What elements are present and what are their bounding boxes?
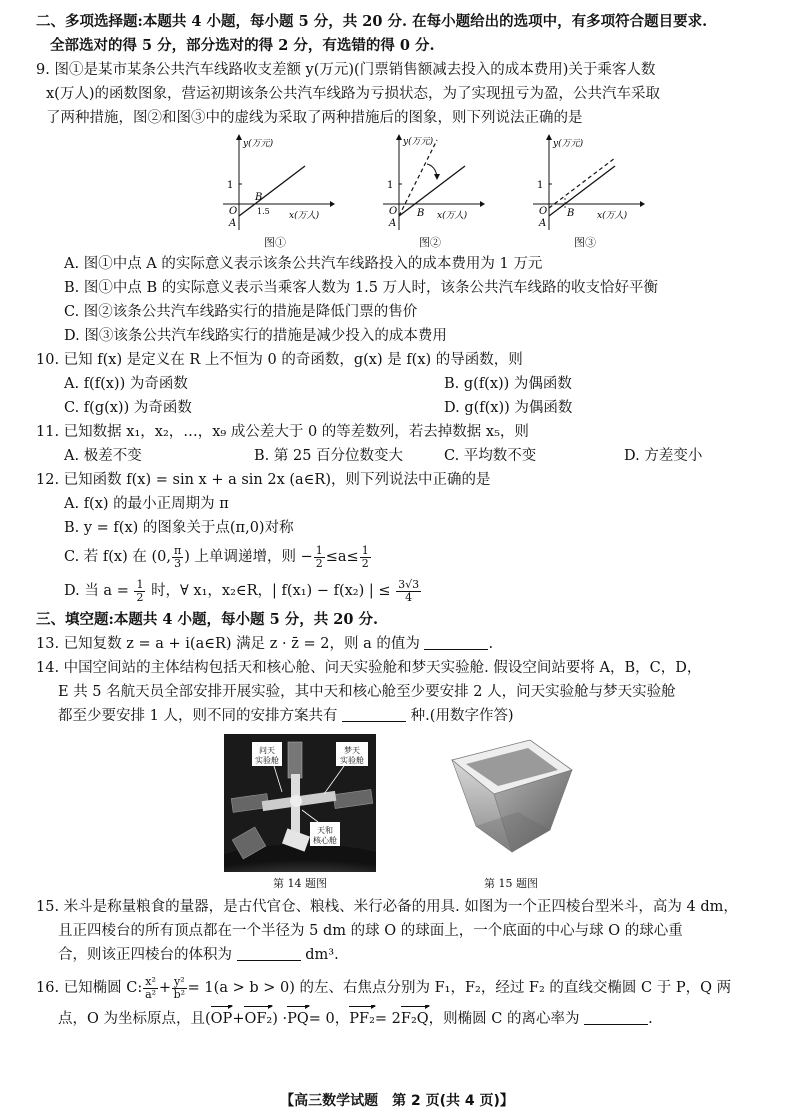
q9-f2-pointB: B bbox=[417, 208, 425, 219]
label-tianhe-2: 核心舱 bbox=[313, 836, 337, 845]
page-footer: 【高三数学试题 第 2 页(共 4 页)】 bbox=[280, 1093, 514, 1109]
q9-figure-1 bbox=[215, 134, 335, 250]
q9-f1-xlabel: x(万人) bbox=[289, 211, 320, 221]
q14-stem-line3 bbox=[36, 704, 764, 728]
q9-f1-ylabel: y(万元) bbox=[243, 139, 274, 149]
q16-stem-line1 bbox=[36, 971, 764, 1005]
q16-stem-line2 bbox=[36, 1005, 764, 1033]
q15-stem-line2: 且正四棱台的所有顶点都在一个半径为 5 dm 的球 O 的球面上，一个底面的中心与球 O 的球心重 bbox=[58, 923, 683, 939]
q14-stem-line2: E 共 5 名航天员全部安排开展实验，其中天和核心舱至少要安排 2 人，问天实验舱与梦天实验舱 bbox=[58, 684, 676, 700]
q12-option-d bbox=[36, 574, 764, 608]
q12-frac-one-a: 1 bbox=[315, 543, 323, 557]
q12-frac-pi: π bbox=[173, 543, 182, 557]
q10-options-row1 bbox=[36, 372, 764, 396]
q14-figure-caption: 第 14 题图 bbox=[273, 877, 327, 890]
q16-b2: b² bbox=[173, 987, 186, 1001]
q9-f1-pointB: B bbox=[255, 192, 263, 203]
label-tianhe-1: 天和 bbox=[317, 826, 333, 835]
q9-f2-origin: O bbox=[389, 206, 398, 217]
q16-vector-plus: + bbox=[232, 1011, 245, 1027]
section3-header: 三、填空题:本题共 4 小题，每小题 5 分，共 20 分. bbox=[36, 611, 379, 628]
q12-frac-two-b: 2 bbox=[361, 556, 369, 570]
q12-option-b: B. y = f(x) 的图象关于点(π,0)对称 bbox=[64, 520, 294, 536]
q9-stem-line2: x(万人)的函数图象，营运初期该条公共汽车线路为亏损状态，为了实现扭亏为盈，公共汽车采取 bbox=[46, 86, 660, 102]
q10-option-c: C. f(g(x)) 为奇函数 bbox=[64, 400, 192, 416]
q16-vector-pf2: PF₂ bbox=[349, 1005, 375, 1033]
q16-vector-of2: OF₂ bbox=[244, 1005, 272, 1033]
q12-option-c-frac-half-2 bbox=[360, 545, 371, 570]
q9-figure-2-caption: 图② bbox=[419, 236, 441, 249]
q15-answer-blank[interactable] bbox=[237, 947, 301, 961]
space-station-image bbox=[224, 734, 376, 872]
q13-end: . bbox=[488, 636, 494, 652]
section2-header-line1: 二、多项选择题:本题共 4 小题，每小题 5 分，共 20 分. 在每小题给出的选项中，有多项符合题目要求. bbox=[36, 13, 708, 30]
q12-option-c-frac-half-1 bbox=[314, 545, 325, 570]
q11-option-d: D. 方差变小 bbox=[624, 448, 703, 464]
q16-end: . bbox=[648, 1011, 653, 1027]
q9-f1-origin: O bbox=[229, 206, 238, 217]
q13-stem: 13. 已知复数 z = a + i(a∈R) 满足 z · z̄ = 2，则 a 的值为 bbox=[36, 636, 420, 652]
label-mengtian-2: 实验舱 bbox=[340, 756, 364, 765]
q16-line1-suffix: = 1(a > b > 0) 的左、右焦点分别为 F₁，F₂，经过 F₂ 的直线交椭圆 C 于 P，Q 两 bbox=[187, 980, 732, 996]
q16-eq-two: = 2 bbox=[374, 1011, 401, 1027]
q14-stem-line3-suffix: 种.(用数字作答) bbox=[410, 708, 514, 724]
q9-figure-3 bbox=[525, 134, 645, 250]
q9-f3-tick1: 1 bbox=[537, 180, 544, 191]
q16-answer-blank[interactable] bbox=[584, 1011, 648, 1025]
q12-option-d-frac-bound bbox=[396, 579, 421, 604]
q12-option-d-frac-half bbox=[134, 579, 145, 604]
q12-option-c-middle: 上单调递增，则 − bbox=[194, 549, 313, 565]
q14-answer-blank[interactable] bbox=[342, 708, 406, 722]
q13-answer-blank[interactable] bbox=[424, 636, 488, 650]
q12-stem: 12. 已知函数 f(x) = sin x + a sin 2x (a∈R)，则下列说法中正确的是 bbox=[36, 472, 491, 488]
q9-figure-3-caption: 图③ bbox=[574, 236, 596, 249]
q12-option-c-leq: ≤a≤ bbox=[325, 549, 359, 565]
q9-option-d: D. 图③该条公共汽车线路实行的措施是减少投入的成本费用 bbox=[64, 328, 447, 344]
q9-option-b: B. 图①中点 B 的实际意义表示当乘客人数为 1.5 万人时，该条公共汽车线路的收支恰好平衡 bbox=[64, 280, 659, 296]
q10-options-row2 bbox=[36, 396, 764, 420]
q15-stem-line3-prefix: 合，则该正四棱台的体积为 bbox=[58, 947, 232, 963]
q15-stem-line1: 15. 米斗是称量粮食的量器，是古代官仓、粮栈、米行必备的用具. 如图为一个正四棱台型米斗，高为 4 dm， bbox=[36, 899, 738, 915]
q12-frac-four: 4 bbox=[405, 590, 413, 604]
q12-option-c-prefix: C. 若 f(x) 在 bbox=[64, 549, 147, 565]
q12-frac-3root3: 3√3 bbox=[398, 577, 420, 591]
q11-option-b: B. 第 25 百分位数变大 bbox=[254, 448, 404, 464]
q16-plus: + bbox=[158, 980, 172, 996]
q10-option-b: B. g(f(x)) 为偶函数 bbox=[444, 376, 572, 392]
q12-option-c-interval-close: ) bbox=[184, 549, 190, 565]
q9-f2-xlabel: x(万人) bbox=[437, 211, 468, 221]
q9-f1-tick1: 1 bbox=[227, 180, 234, 191]
label-wentian-1: 问天 bbox=[259, 746, 275, 755]
q12-frac-one-b: 1 bbox=[361, 543, 369, 557]
q16-vector-f2q: F₂Q bbox=[401, 1005, 429, 1033]
q11-options-row bbox=[36, 444, 764, 468]
q16-a2: a² bbox=[145, 987, 157, 1001]
q10-option-d: D. g(f(x)) 为偶函数 bbox=[444, 400, 573, 416]
q9-figure-1-caption: 图① bbox=[264, 236, 286, 249]
q9-f3-origin: O bbox=[539, 206, 548, 217]
q12-option-c-frac-pi3 bbox=[172, 545, 183, 570]
q16-frac-x2a2 bbox=[143, 976, 158, 1001]
q15-figure bbox=[446, 734, 576, 891]
q12-option-a: A. f(x) 的最小正周期为 π bbox=[64, 496, 229, 512]
q15-stem-line3 bbox=[36, 943, 764, 967]
q9-f3-xlabel: x(万人) bbox=[597, 211, 628, 221]
q9-f3-ylabel: y(万元) bbox=[553, 139, 584, 149]
label-wentian-2: 实验舱 bbox=[255, 756, 279, 765]
q16-prefix: 16. 已知椭圆 C: bbox=[36, 980, 143, 996]
q16-y2: y² bbox=[174, 974, 185, 988]
q16-line2-suffix: ，则椭圆 C 的离心率为 bbox=[428, 1011, 580, 1027]
q9-f3-pointA: A bbox=[539, 218, 547, 229]
q14-q15-figures bbox=[36, 734, 764, 891]
rice-measure-image bbox=[446, 734, 576, 872]
q13 bbox=[36, 632, 764, 656]
q12-option-c bbox=[36, 540, 764, 574]
q16-frac-y2b2 bbox=[172, 976, 187, 1001]
label-mengtian-1: 梦天 bbox=[344, 746, 360, 755]
q9-graph-2 bbox=[375, 134, 485, 234]
q14-figure bbox=[224, 734, 376, 891]
q12-frac-two-c: 2 bbox=[136, 590, 144, 604]
q9-option-a: A. 图①中点 A 的实际意义表示该条公共汽车线路投入的成本费用为 1 万元 bbox=[64, 256, 543, 272]
q9-f3-pointB: B bbox=[567, 208, 575, 219]
q9-graph-1 bbox=[215, 134, 335, 234]
q9-f1-pointA: A bbox=[229, 218, 237, 229]
q10-option-a: A. f(f(x)) 为奇函数 bbox=[64, 376, 188, 392]
q12-frac-three: 3 bbox=[174, 556, 182, 570]
q12-option-c-interval-open: (0, bbox=[151, 549, 171, 565]
q12-option-d-middle: 时，∀ x₁，x₂∈R，| f(x₁) − f(x₂) | ≤ bbox=[151, 583, 391, 599]
q9-option-c: C. 图②该条公共汽车线路实行的措施是降低门票的售价 bbox=[64, 304, 418, 320]
q9-graph-3 bbox=[525, 134, 645, 234]
q9-f1-tick15: 1.5 bbox=[257, 207, 270, 216]
q9-stem-line3: 了两种措施，图②和图③中的虚线为采取了两种措施后的图象，则下列说法正确的是 bbox=[46, 110, 583, 126]
q9-figure-2 bbox=[375, 134, 485, 250]
q9-f2-ylabel: y(万元) bbox=[403, 137, 434, 147]
q12-frac-two-a: 2 bbox=[315, 556, 323, 570]
q11-option-a: A. 极差不变 bbox=[64, 448, 142, 464]
q9-f2-tick1: 1 bbox=[387, 180, 394, 191]
q12-option-d-prefix: D. 当 a = bbox=[64, 583, 129, 599]
q11-stem: 11. 已知数据 x₁，x₂，…，x₉ 成公差大于 0 的等差数列，若去掉数据 x₅，则 bbox=[36, 424, 529, 440]
q15-figure-caption: 第 15 题图 bbox=[484, 877, 538, 890]
q16-line2-prefix: 点，O 为坐标原点，且( bbox=[58, 1011, 211, 1027]
q16-vector-op: OP bbox=[211, 1005, 233, 1033]
q9-f2-pointA: A bbox=[389, 218, 397, 229]
q14-stem-line3-prefix: 都至少要安排 1 人，则不同的安排方案共有 bbox=[58, 708, 338, 724]
q11-option-c: C. 平均数不变 bbox=[444, 448, 537, 464]
q10-stem: 10. 已知 f(x) 是定义在 R 上不恒为 0 的奇函数，g(x) 是 f(x) 的导函数，则 bbox=[36, 352, 523, 368]
q16-eq-zero: = 0， bbox=[308, 1011, 350, 1027]
q9-stem-line1: 9. 图①是某市某条公共汽车线路收支差额 y(万元)(门票销售额减去投入的成本费用)关于乘客人数 bbox=[36, 62, 656, 78]
q16-x2: x² bbox=[145, 974, 156, 988]
q12-frac-one-c: 1 bbox=[136, 577, 144, 591]
q15-stem-line3-suffix: dm³. bbox=[305, 947, 339, 963]
q16-vector-pq: PQ bbox=[287, 1005, 309, 1033]
q9-figures bbox=[36, 134, 764, 250]
section2-header-line2: 全部选对的得 5 分，部分选对的得 2 分，有选错的得 0 分. bbox=[50, 37, 435, 54]
q14-stem-line1: 14. 中国空间站的主体结构包括天和核心舱、问天实验舱和梦天实验舱. 假设空间站要将 A，B，C，D， bbox=[36, 660, 702, 676]
q16-vector-dot: ) · bbox=[272, 1011, 288, 1027]
